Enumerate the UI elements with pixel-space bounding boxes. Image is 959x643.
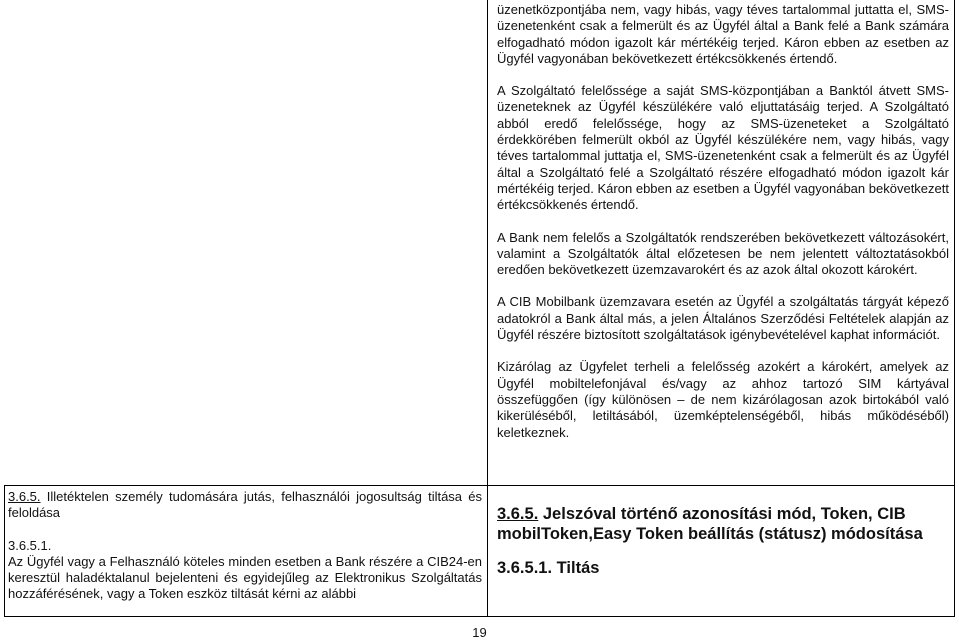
section-number: 3.6.5. [8,489,41,504]
section-right [497,504,937,578]
section-left [8,489,482,603]
subsection [8,538,482,603]
paragraph: A Szolgáltató felelőssége a saját SMS-központjában a Banktól átvett SMS-üzeneteknek az Ügyfél készülékére való eljuttatásáig terjed. A Szolgáltató abból eredő felelőssége, hogy az SMS-üzeneteket a Szolgáltató érdekkörében felmerült okból az Ügyfél készülékére nem, vagy hibás, vagy téves tartalommal juttatja el, SMS-üzenetenként csak a felmerült és az Ügyfél által a Szolgáltató felé a Szolgáltató részére elfogadható módon igazolt kár mértékéig terjed. Káron ebben az esetben a Ügyfél vagyonában bekövetkezett értékcsökkenés értendő. [497,83,949,213]
right-border [954,0,955,616]
subsection-title: 3.6.5.1. Tiltás [497,559,600,577]
left-border [4,485,5,616]
section-title-text: Jelszóval történő azonosítási mód, Token, CIB mobilToken,Easy Token beállítás (státusz) módosítása [497,505,923,543]
paragraph: üzenetközpontjába nem, vagy hibás, vagy téves tartalommal juttatta el, SMS-üzenetenként csak a felmerült és az Ügyfél által a Bank felé a Bank számára elfogadható módon igazolt kár mértékéig terjed. Káron ebben az esetben az Ügyfél vagyonában bekövetkezett értékcsökkenés értendő. [497,2,949,66]
subsection-number: 3.6.5.1. [8,537,52,553]
section-title [497,504,937,544]
row-divider [4,485,955,486]
section-heading [8,489,482,522]
paragraph: Kizárólag az Ügyfelet terheli a felelősség azokért a károkért, amelyek az Ügyfél mobiltelefonjával és/vagy az ahhoz tartozó SIM kártyával összefüggően (így különösen – de nem kizárólagosan azok birtokából való kikerüléséből, letiltásából, üzemképtelenségéből, hibás működéséből) keletkeznek. [497,359,949,440]
section-number: 3.6.5. [497,505,539,523]
subsection-body: Az Ügyfél vagy a Felhasználó köteles minden esetben a Bank részére a CIB24-en keresztül haladéktalanul bejelenteni és egyidejűleg az Elektronikus Szolgáltatás hozzáférésének, vagy a Token eszköz tiltását kérni az alábbi [8,553,482,602]
page-number: 19 [472,625,487,640]
column-divider [487,0,488,616]
paragraph: A Bank nem felelős a Szolgáltatók rendszerében bekövetkezett változásokért, valamint a Szolgáltatók által előzetesen be nem jelentett változtatásokból eredően bekövetkezett üzemzavarokért és az azok által okozott károkért. [497,229,949,278]
section-heading-text: Illetéktelen személy tudomására jutás, felhasználói jogosultság tiltása és feloldása [8,489,482,521]
bottom-border [4,616,955,617]
paragraph: A CIB Mobilbank üzemzavara esetén az Ügyfél a szolgáltatás tárgyát képező adatokról a Bank által más, a jelen Általános Szerződési Feltételek alapján az Ügyfél részére biztosított szolgáltatások igénybevételével kaphat információt. [497,294,949,343]
upper-right-column [497,2,949,457]
